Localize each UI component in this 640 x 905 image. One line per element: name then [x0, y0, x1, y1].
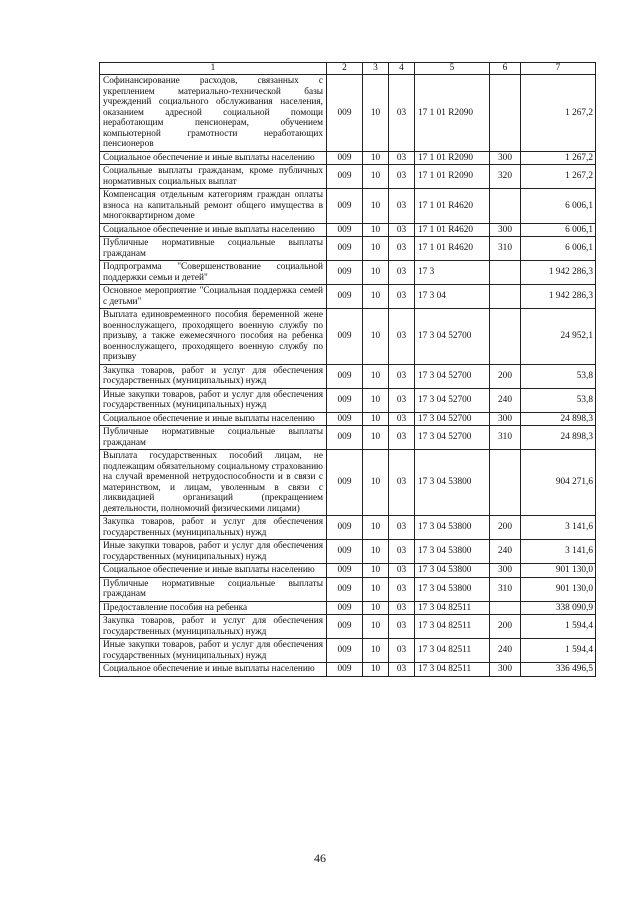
target-article-code: 17 3 04 82511 — [415, 615, 490, 639]
expense-type-code — [490, 309, 521, 365]
expense-type-code: 240 — [490, 639, 521, 663]
ministry-code: 009 — [327, 285, 363, 309]
table-row — [100, 564, 596, 578]
amount: 24 952,1 — [521, 309, 596, 365]
table-row — [100, 639, 596, 663]
expense-type-code: 300 — [490, 412, 521, 426]
ministry-code: 009 — [327, 663, 363, 677]
section-code: 10 — [363, 388, 389, 412]
amount: 904 271,6 — [521, 450, 596, 516]
subsection-code: 03 — [389, 261, 415, 285]
table-row — [100, 615, 596, 639]
ministry-code: 009 — [327, 237, 363, 261]
target-article-code: 17 3 04 — [415, 285, 490, 309]
target-article-code: 17 3 04 52700 — [415, 426, 490, 450]
subsection-code: 03 — [389, 388, 415, 412]
amount: 1 942 286,3 — [521, 285, 596, 309]
row-description: Софинансирование расходов, связанных с укреплением материально-технической базы учреждений социального обслуживания населения, оказанием адресной социальной помощи неработающим пенсионерам, обучением компьютерной грамотности неработающих пенсионеров — [100, 75, 327, 152]
section-code: 10 — [363, 426, 389, 450]
ministry-code: 009 — [327, 577, 363, 601]
expense-type-code — [490, 285, 521, 309]
section-code: 10 — [363, 237, 389, 261]
expense-type-code: 200 — [490, 516, 521, 540]
amount: 1 594,4 — [521, 615, 596, 639]
expense-type-code: 240 — [490, 388, 521, 412]
subsection-code: 03 — [389, 364, 415, 388]
expense-type-code: 240 — [490, 540, 521, 564]
table-row — [100, 426, 596, 450]
expense-type-code — [490, 261, 521, 285]
section-code: 10 — [363, 516, 389, 540]
expense-type-code: 310 — [490, 237, 521, 261]
section-code: 10 — [363, 364, 389, 388]
expense-type-code — [490, 75, 521, 152]
expense-type-code: 300 — [490, 223, 521, 237]
target-article-code: 17 3 04 52700 — [415, 412, 490, 426]
target-article-code: 17 3 04 52700 — [415, 364, 490, 388]
ministry-code: 009 — [327, 426, 363, 450]
target-article-code: 17 1 01 R4620 — [415, 189, 490, 224]
section-code: 10 — [363, 223, 389, 237]
table-row — [100, 364, 596, 388]
subsection-code: 03 — [389, 151, 415, 165]
column-header: 5 — [415, 63, 490, 75]
column-header: 1 — [100, 63, 327, 75]
table-row — [100, 309, 596, 365]
ministry-code: 009 — [327, 165, 363, 189]
ministry-code: 009 — [327, 615, 363, 639]
amount: 1 267,2 — [521, 75, 596, 152]
section-code: 10 — [363, 261, 389, 285]
target-article-code: 17 1 01 R2090 — [415, 151, 490, 165]
table-row — [100, 663, 596, 677]
expense-type-code — [490, 450, 521, 516]
amount: 1 267,2 — [521, 151, 596, 165]
row-description: Социальное обеспечение и иные выплаты населению — [100, 663, 327, 677]
ministry-code: 009 — [327, 516, 363, 540]
subsection-code: 03 — [389, 663, 415, 677]
table-row — [100, 237, 596, 261]
row-description: Иные закупки товаров, работ и услуг для обеспечения государственных (муниципальных) нужд — [100, 639, 327, 663]
amount: 3 141,6 — [521, 540, 596, 564]
subsection-code: 03 — [389, 564, 415, 578]
subsection-code: 03 — [389, 75, 415, 152]
amount: 24 898,3 — [521, 426, 596, 450]
section-code: 10 — [363, 309, 389, 365]
target-article-code: 17 3 04 53800 — [415, 577, 490, 601]
table-row — [100, 412, 596, 426]
subsection-code: 03 — [389, 189, 415, 224]
table-row — [100, 165, 596, 189]
table-row — [100, 261, 596, 285]
subsection-code: 03 — [389, 309, 415, 365]
target-article-code: 17 3 — [415, 261, 490, 285]
table-body — [100, 75, 596, 677]
subsection-code: 03 — [389, 450, 415, 516]
column-header: 7 — [521, 63, 596, 75]
column-header: 6 — [490, 63, 521, 75]
expense-type-code: 300 — [490, 151, 521, 165]
row-description: Основное мероприятие "Социальная поддержка семей с детьми" — [100, 285, 327, 309]
row-description: Социальные выплаты гражданам, кроме публичных нормативных социальных выплат — [100, 165, 327, 189]
section-code: 10 — [363, 412, 389, 426]
expense-type-code: 200 — [490, 364, 521, 388]
amount: 3 141,6 — [521, 516, 596, 540]
row-description: Закупка товаров, работ и услуг для обеспечения государственных (муниципальных) нужд — [100, 364, 327, 388]
row-description: Социальное обеспечение и иные выплаты населению — [100, 564, 327, 578]
table-row — [100, 540, 596, 564]
amount: 336 496,5 — [521, 663, 596, 677]
target-article-code: 17 3 04 53800 — [415, 516, 490, 540]
table-row — [100, 189, 596, 224]
row-description: Выплата государственных пособий лицам, не подлежащим обязательному социальному страхованию на случай временной нетрудоспособности и в связи с материнством, и лицам, уволенным в связи с ликвидацией организаций (прекращением деятельности, полномочий физическими лицами) — [100, 450, 327, 516]
expense-type-code: 300 — [490, 564, 521, 578]
row-description: Социальное обеспечение и иные выплаты населению — [100, 151, 327, 165]
section-code: 10 — [363, 75, 389, 152]
row-description: Закупка товаров, работ и услуг для обеспечения государственных (муниципальных) нужд — [100, 516, 327, 540]
table-row — [100, 516, 596, 540]
row-description: Предоставление пособия на ребенка — [100, 601, 327, 615]
ministry-code: 009 — [327, 309, 363, 365]
row-description: Социальное обеспечение и иные выплаты населению — [100, 412, 327, 426]
expense-type-code: 310 — [490, 426, 521, 450]
table-row — [100, 151, 596, 165]
amount: 1 594,4 — [521, 639, 596, 663]
table-row — [100, 223, 596, 237]
target-article-code: 17 1 01 R4620 — [415, 237, 490, 261]
amount: 53,8 — [521, 364, 596, 388]
column-header: 3 — [363, 63, 389, 75]
subsection-code: 03 — [389, 577, 415, 601]
expense-type-code — [490, 189, 521, 224]
table-row — [100, 388, 596, 412]
amount: 901 130,0 — [521, 577, 596, 601]
table-row — [100, 450, 596, 516]
ministry-code: 009 — [327, 364, 363, 388]
table-row — [100, 577, 596, 601]
amount: 6 006,1 — [521, 223, 596, 237]
row-description: Выплата единовременного пособия беременной жене военнослужащего, проходящего военную службу по призыву, а также ежемесячного пособия на ребенка военнослужащего, проходящего военную службу по призыву — [100, 309, 327, 365]
section-code: 10 — [363, 601, 389, 615]
row-description: Закупка товаров, работ и услуг для обеспечения государственных (муниципальных) нужд — [100, 615, 327, 639]
subsection-code: 03 — [389, 412, 415, 426]
target-article-code: 17 3 04 82511 — [415, 601, 490, 615]
ministry-code: 009 — [327, 639, 363, 663]
ministry-code: 009 — [327, 75, 363, 152]
row-description: Компенсация отдельным категориям граждан оплаты взноса на капитальный ремонт общего имущества в многоквартирном доме — [100, 189, 327, 224]
row-description: Публичные нормативные социальные выплаты гражданам — [100, 577, 327, 601]
column-header: 2 — [327, 63, 363, 75]
subsection-code: 03 — [389, 285, 415, 309]
ministry-code: 009 — [327, 388, 363, 412]
section-code: 10 — [363, 285, 389, 309]
target-article-code: 17 3 04 52700 — [415, 388, 490, 412]
amount: 6 006,1 — [521, 189, 596, 224]
amount: 1 267,2 — [521, 165, 596, 189]
table-header-row — [100, 63, 596, 75]
expense-type-code: 300 — [490, 663, 521, 677]
expense-type-code — [490, 601, 521, 615]
ministry-code: 009 — [327, 564, 363, 578]
ministry-code: 009 — [327, 189, 363, 224]
expense-type-code: 320 — [490, 165, 521, 189]
table-row — [100, 285, 596, 309]
target-article-code: 17 3 04 53800 — [415, 564, 490, 578]
table-row — [100, 601, 596, 615]
amount: 901 130,0 — [521, 564, 596, 578]
column-header: 4 — [389, 63, 415, 75]
amount: 53,8 — [521, 388, 596, 412]
target-article-code: 17 3 04 82511 — [415, 639, 490, 663]
row-description: Публичные нормативные социальные выплаты гражданам — [100, 237, 327, 261]
row-description: Иные закупки товаров, работ и услуг для обеспечения государственных (муниципальных) нужд — [100, 388, 327, 412]
subsection-code: 03 — [389, 601, 415, 615]
ministry-code: 009 — [327, 601, 363, 615]
amount: 338 090,9 — [521, 601, 596, 615]
target-article-code: 17 3 04 82511 — [415, 663, 490, 677]
row-description: Иные закупки товаров, работ и услуг для обеспечения государственных (муниципальных) нужд — [100, 540, 327, 564]
ministry-code: 009 — [327, 450, 363, 516]
row-description: Социальное обеспечение и иные выплаты населению — [100, 223, 327, 237]
budget-table — [99, 62, 596, 677]
target-article-code: 17 1 01 R2090 — [415, 165, 490, 189]
section-code: 10 — [363, 151, 389, 165]
section-code: 10 — [363, 663, 389, 677]
section-code: 10 — [363, 577, 389, 601]
section-code: 10 — [363, 564, 389, 578]
expense-type-code: 310 — [490, 577, 521, 601]
ministry-code: 009 — [327, 540, 363, 564]
target-article-code: 17 3 04 53800 — [415, 450, 490, 516]
page-number: 46 — [314, 851, 326, 865]
target-article-code: 17 3 04 52700 — [415, 309, 490, 365]
target-article-code: 17 1 01 R4620 — [415, 223, 490, 237]
subsection-code: 03 — [389, 223, 415, 237]
subsection-code: 03 — [389, 639, 415, 663]
section-code: 10 — [363, 540, 389, 564]
subsection-code: 03 — [389, 165, 415, 189]
subsection-code: 03 — [389, 615, 415, 639]
subsection-code: 03 — [389, 237, 415, 261]
target-article-code: 17 3 04 53800 — [415, 540, 490, 564]
table-row — [100, 75, 596, 152]
section-code: 10 — [363, 165, 389, 189]
amount: 1 942 286,3 — [521, 261, 596, 285]
section-code: 10 — [363, 639, 389, 663]
subsection-code: 03 — [389, 426, 415, 450]
ministry-code: 009 — [327, 151, 363, 165]
section-code: 10 — [363, 450, 389, 516]
subsection-code: 03 — [389, 540, 415, 564]
row-description: Подпрограмма "Совершенствование социальной поддержки семьи и детей" — [100, 261, 327, 285]
ministry-code: 009 — [327, 412, 363, 426]
ministry-code: 009 — [327, 223, 363, 237]
section-code: 10 — [363, 615, 389, 639]
row-description: Публичные нормативные социальные выплаты гражданам — [100, 426, 327, 450]
ministry-code: 009 — [327, 261, 363, 285]
amount: 24 898,3 — [521, 412, 596, 426]
expense-type-code: 200 — [490, 615, 521, 639]
subsection-code: 03 — [389, 516, 415, 540]
section-code: 10 — [363, 189, 389, 224]
target-article-code: 17 1 01 R2090 — [415, 75, 490, 152]
amount: 6 006,1 — [521, 237, 596, 261]
